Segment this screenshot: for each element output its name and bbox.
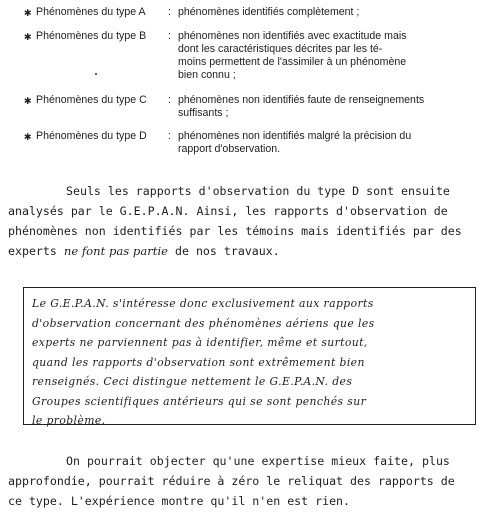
type-a-description <box>178 6 492 19</box>
paragraph-1-line-2: analysés par le G.E.P.A.N. Ainsi, les rapports d'observation de <box>8 204 448 218</box>
paragraph-2-line-1: On pourrait objecter qu'une expertise mieux faite, plus <box>66 454 450 468</box>
type-a-line-1: phénomènes identifiés complètement ; <box>178 6 360 18</box>
type-b-label: Phénomènes du type B <box>36 30 147 42</box>
type-d-line-1: phénomènes non identifiés malgré la précision du <box>178 130 412 142</box>
type-a-label: Phénomènes du type A <box>36 6 146 18</box>
type-c-line-1: phénomènes non identifiés faute de renseignements <box>178 94 425 106</box>
paragraph-1-line-3: phénomènes non identifiés par les témoins mais identifiés par des <box>8 224 462 238</box>
type-a-colon: : <box>168 6 171 18</box>
type-c-label: Phénomènes du type C <box>36 94 147 106</box>
type-b-description <box>178 30 492 82</box>
highlighted-box <box>23 287 476 425</box>
paragraph-1 <box>8 181 490 261</box>
type-c-line-2: suffisants ; <box>178 107 229 119</box>
boxed-line-2: d'observation concernant des phénomènes aériens que les <box>32 316 375 330</box>
asterisk-bullet-icon: ✱ <box>24 129 32 143</box>
type-d-line-2: rapport d'observation. <box>178 143 281 155</box>
boxed-line-3: experts ne parviennent pas à identifier, même et surtout, <box>32 336 368 349</box>
paragraph-2 <box>8 451 490 511</box>
type-d-colon: : <box>168 130 171 142</box>
paragraph-1-line-1: Seuls les rapports d'observation du type D sont ensuite <box>66 184 450 198</box>
asterisk-bullet-icon: ✱ <box>24 5 32 19</box>
asterisk-bullet-icon: ✱ <box>24 29 32 43</box>
type-d-description <box>178 130 492 156</box>
emphasis-text: ne font pas partie <box>63 244 169 258</box>
boxed-line-4: quand les rapports d'observation sont extrêmement bien <box>32 355 365 369</box>
asterisk-bullet-icon: ✱ <box>24 93 32 107</box>
type-b-line-1: phénomènes non identifiés avec exactitude mais <box>178 30 407 42</box>
type-d-label: Phénomènes du type D <box>36 130 147 142</box>
type-b-line-2: dont les caractéristiques décrites par les té- <box>178 43 383 55</box>
paragraph-1-line-4 <box>8 241 490 261</box>
paragraph-2-line-2: approfondie, pourrait réduire à zéro le reliquat des rapports de <box>8 474 455 488</box>
type-b-line-3: moins permettent de l'assimiler à un phénomène <box>178 56 407 68</box>
highlighted-box-text <box>32 294 472 431</box>
boxed-line-6: Groupes scientifiques antérieurs qui se sont penchés sur <box>32 394 367 408</box>
paragraph-1-line-4-end: de nos travaux. <box>175 244 280 258</box>
paragraph-1-line-4-start: experts <box>8 244 57 258</box>
paragraph-2-line-3: ce type. L'expérience montre qu'il n'en est rien. <box>8 494 351 508</box>
boxed-line-1: Le G.E.P.A.N. s'intéresse donc exclusivement aux rapports <box>32 297 374 310</box>
scan-speck <box>95 73 97 75</box>
type-c-colon: : <box>168 94 171 106</box>
boxed-line-5: renseignés. Ceci distingue nettement le G.E.P.A.N. des <box>32 375 353 388</box>
boxed-line-7: le problème. <box>32 414 106 427</box>
type-b-colon: : <box>168 30 171 42</box>
type-c-description <box>178 94 492 120</box>
type-b-line-4: bien connu ; <box>178 69 236 81</box>
